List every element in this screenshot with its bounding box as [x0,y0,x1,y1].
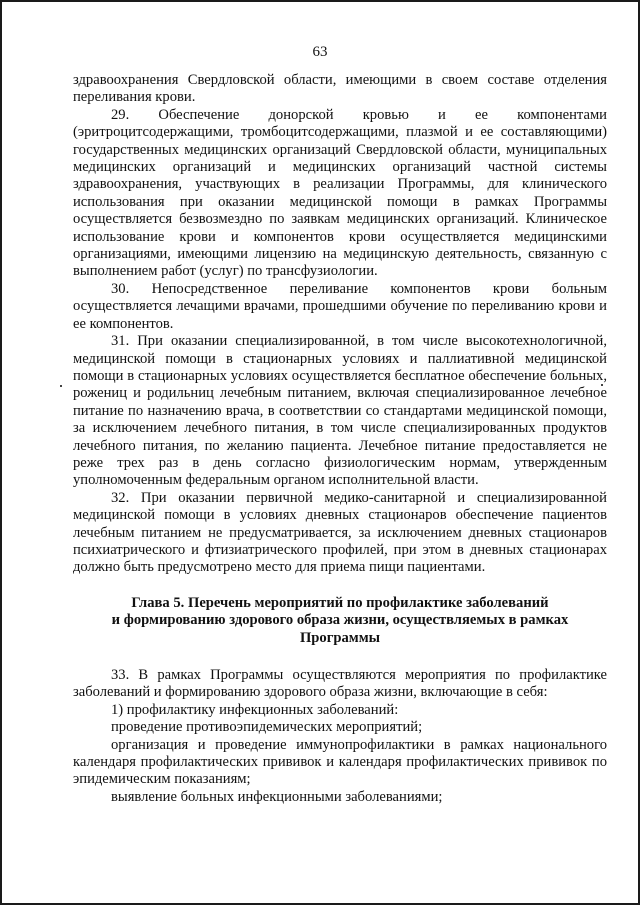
paragraph-29: 29. Обеспечение донорской кровью и ее компонентами (эритроцитсодержащими, тромбоцитсодержащими, плазмой и ее составляющими) государственных медицинских организаций Свердловской области, муниципальных медицинских организаций и медицинских организаций частной системы здравоохранения, участвующих в реализации Программы, для клинического использования при оказании медицинской помощи в рамках Программы осуществляется безвозмездно по заявкам медицинских организаций. Клиническое использование крови и компонентов крови осуществляется медицинскими организациями, имеющими лицензию на медицинскую деятельность, связанную с выполнением работ (услуг) по трансфузиологии. [73,106,607,280]
scan-artifact [60,385,62,387]
list-item: выявление больных инфекционными заболеваниями; [111,788,443,805]
list-item: организация и проведение иммунопрофилактики в рамках национального календаря профилактических прививок и календаря профилактических прививок по эпидемическим показаниям; [73,736,607,788]
page-number: 63 [312,44,328,60]
chapter-heading-line: и формированию здорового образа жизни, осуществляемых в рамках [111,612,569,629]
chapter-heading-line: Программы [299,629,381,646]
paragraph-continuation: здравоохранения Свердловской области, имеющими в своем составе отделения переливания крови. [73,72,607,106]
spacer [73,647,607,667]
document-body [73,72,607,806]
paragraph-32: 32. При оказании первичной медико-санитарной и специализированной медицинской помощи в условиях дневных стационаров обеспечение пациентов лечебным питанием не предусматривается, за исключением дневных стационаров психиатрического и фтизиатрического профилей, при этом в дневных стационарах должно быть предусмотрено место для приема пищи пациентами. [73,489,607,576]
paragraph-30: 30. Непосредственное переливание компонентов крови больным осуществляется лечащими врачами, прошедшими обучение по переливанию крови и ее компонентов. [73,280,607,332]
list-item: 1) профилактику инфекционных заболеваний: [111,701,399,718]
paragraph-31: 31. При оказании специализированной, в том числе высокотехнологичной, медицинской помощи в стационарных условиях и паллиативной медицинской помощи в стационарных условиях осуществляется бесплатное обеспечение больных, рожениц и родильниц лечебным питанием, включая специализированное лечебное питание по назначению врача, в соответствии со стандартами медицинской помощи, за исключением лечебного питания, в том числе специализированных продуктов лечебного питания, по желанию пациента. Лечебное питание предоставляется не реже трех раз в день согласно физиологическим нормам, утвержденным уполномоченным федеральным органом исполнительной власти. [73,333,607,489]
chapter-heading [73,595,607,647]
list-item: проведение противоэпидемических мероприятий; [111,719,423,736]
paragraph-33: 33. В рамках Программы осуществляются мероприятия по профилактике заболеваний и формированию здорового образа жизни, включающие в себя: [73,667,607,701]
chapter-heading-line: Глава 5. Перечень мероприятий по профилактике заболеваний [131,594,549,611]
